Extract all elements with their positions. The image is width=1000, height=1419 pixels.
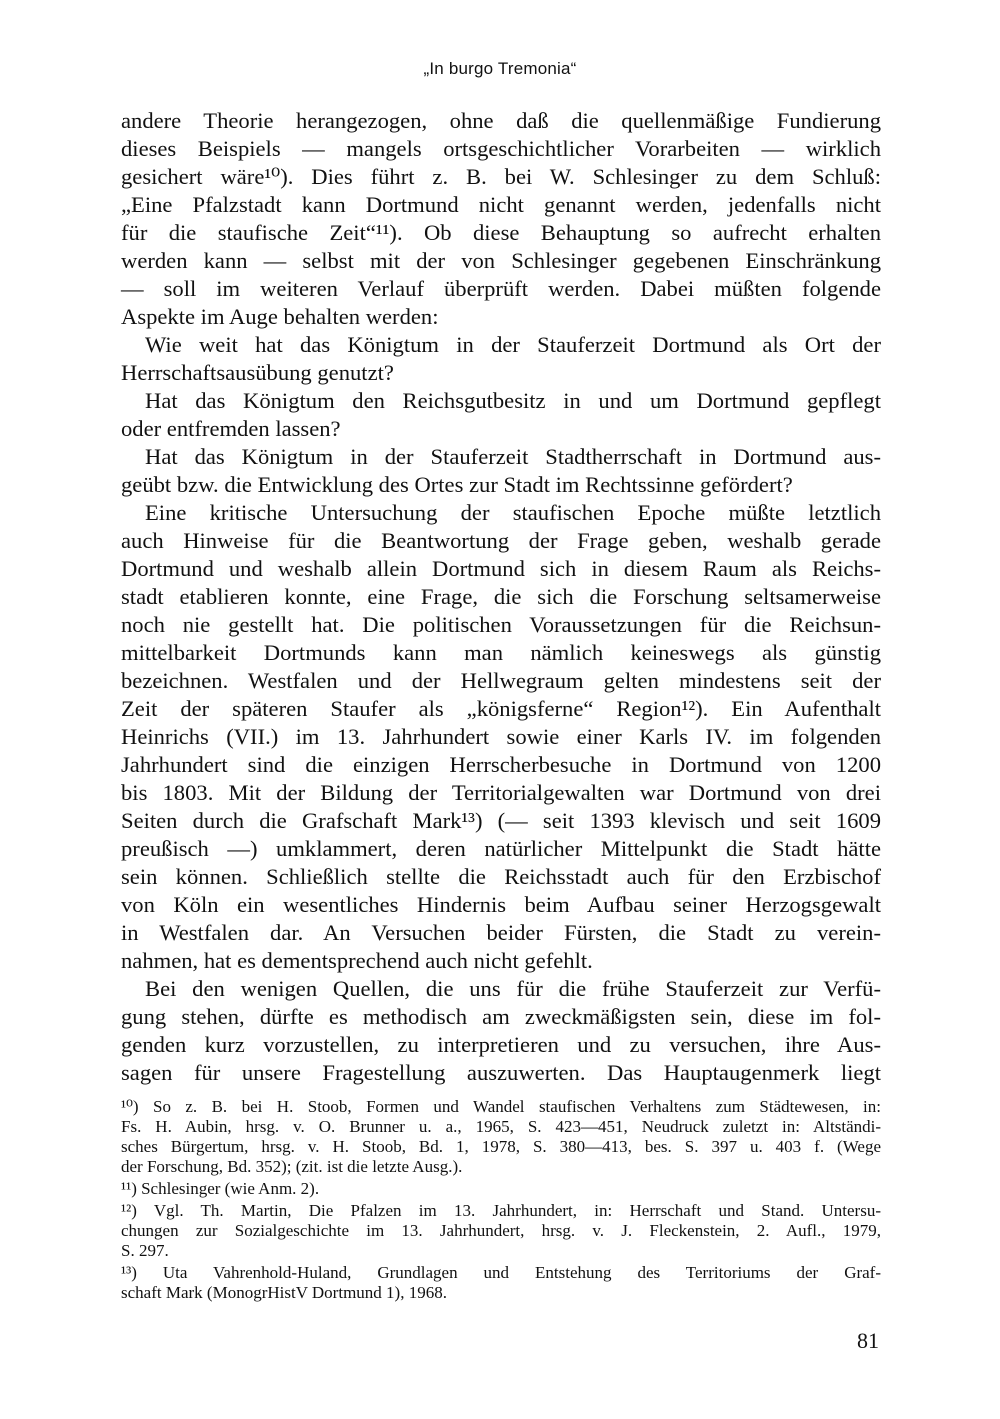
body-line: in Westfalen dar. An Versuchen beider Fürsten, die Stadt zu verein- <box>121 920 881 945</box>
footnote-line: chungen zur Sozialgeschichte im 13. Jahrhundert, hrsg. v. J. Fleckenstein, 2. Aufl., 1979, <box>121 1221 881 1240</box>
body-line: mittelbarkeit Dortmunds kann man nämlich keineswegs als günstig <box>121 640 881 665</box>
body-line: Wie weit hat das Königtum in der Stauferzeit Dortmund als Ort der <box>145 332 881 357</box>
body-line: Zeit der späteren Staufer als „königsferne“ Region¹²). Ein Aufenthalt <box>121 696 881 721</box>
body-line: Bei den wenigen Quellen, die uns für die frühe Stauferzeit zur Verfü- <box>145 976 881 1001</box>
body-line: auch Hinweise für die Beantwortung der Frage geben, weshalb gerade <box>121 528 881 553</box>
footnote-line: der Forschung, Bd. 352); (zit. ist die letzte Ausg.). <box>121 1157 463 1176</box>
body-line: Hat das Königtum in der Stauferzeit Stadtherrschaft in Dortmund aus- <box>145 444 881 469</box>
body-text <box>121 107 881 1087</box>
page-number: 81 <box>857 1328 879 1353</box>
body-line: genden kurz vorzustellen, zu interpretieren und zu versuchen, ihre Aus- <box>121 1032 881 1057</box>
body-line: noch nie gestellt hat. Die politischen Voraussetzungen für die Reichsun- <box>121 612 881 637</box>
footnote-line: ¹¹) Schlesinger (wie Anm. 2). <box>121 1179 320 1198</box>
footnote <box>121 1097 881 1177</box>
body-line: bis 1803. Mit der Bildung der Territorialgewalten war Dortmund von drei <box>121 780 881 805</box>
footnote-line: ¹³) Uta Vahrenhold-Huland, Grundlagen und Entstehung des Territoriums der Graf- <box>121 1263 881 1282</box>
body-line: andere Theorie herangezogen, ohne daß die quellenmäßige Fundierung <box>121 108 881 133</box>
body-line: werden kann — selbst mit der von Schlesinger gegebenen Einschränkung <box>121 248 881 273</box>
body-line: geübt bzw. die Entwicklung des Ortes zur Stadt im Rechtssinne gefördert? <box>121 472 793 497</box>
body-line: dieses Beispiels — mangels ortsgeschichtlicher Vorarbeiten — wirklich <box>121 136 881 161</box>
body-line: Aspekte im Auge behalten werden: <box>121 304 439 329</box>
body-line: gung stehen, dürfte es methodisch am zweckmäßigsten sein, diese im fol- <box>121 1004 881 1029</box>
body-line: Eine kritische Untersuchung der staufischen Epoche müßte letztlich <box>145 500 881 525</box>
body-line: für die staufische Zeit“¹¹). Ob diese Behauptung so aufrecht erhalten <box>121 220 881 245</box>
footnote-line: schaft Mark (MonogrHistV Dortmund 1), 1968. <box>121 1283 447 1302</box>
running-head: „In burgo Tremonia“ <box>423 59 577 78</box>
footnote-line: S. 297. <box>121 1241 169 1260</box>
body-line: bezeichnen. Westfalen und der Hellwegraum gelten mindestens seit der <box>121 668 881 693</box>
footnote-line: ¹²) Vgl. Th. Martin, Die Pfalzen im 13. Jahrhundert, in: Herrschaft und Stand. Untersu- <box>121 1201 881 1220</box>
body-line: — soll im weiteren Verlauf überprüft werden. Dabei müßten folgende <box>121 276 881 301</box>
body-line: oder entfremden lassen? <box>121 416 341 441</box>
body-line: „Eine Pfalzstadt kann Dortmund nicht genannt werden, jedenfalls nicht <box>121 192 881 217</box>
body-line: Heinrichs (VII.) im 13. Jahrhundert sowie einer Karls IV. im folgenden <box>121 724 881 749</box>
body-line: preußisch —) umklammert, deren natürlicher Mittelpunkt die Stadt hätte <box>121 836 881 861</box>
body-line: Dortmund und weshalb allein Dortmund sich in diesem Raum als Reichs- <box>121 556 881 581</box>
body-line: sein können. Schließlich stellte die Reichsstadt auch für den Erzbischof <box>121 864 881 889</box>
body-line: von Köln ein wesentliches Hindernis beim Aufbau seiner Herzogsgewalt <box>121 892 881 917</box>
footnote-line: sches Bürgertum, hrsg. v. H. Stoob, Bd. 1, 1978, S. 380—413, bes. S. 397 u. 403 f. (Wege <box>121 1137 881 1156</box>
footnotes <box>121 1097 881 1305</box>
body-line: stadt etablieren konnte, eine Frage, die sich die Forschung seltsamerweise <box>121 584 881 609</box>
footnote-line: Fs. H. Aubin, hrsg. v. O. Brunner u. a., 1965, S. 423—451, Neudruck zuletzt in: Altständi- <box>121 1117 881 1136</box>
body-line: Jahrhundert sind die einzigen Herrscherbesuche in Dortmund von 1200 <box>121 752 881 777</box>
footnote <box>121 1179 881 1199</box>
body-line: sagen für unsere Fragestellung auszuwerten. Das Hauptaugenmerk liegt <box>121 1060 881 1085</box>
footnote <box>121 1263 881 1303</box>
body-line: Herrschaftsausübung genutzt? <box>121 360 394 385</box>
body-line: gesichert wäre¹⁰). Dies führt z. B. bei W. Schlesinger zu dem Schluß: <box>121 164 881 189</box>
footnote-line: ¹⁰) So z. B. bei H. Stoob, Formen und Wandel staufischen Verhaltens zum Städtewesen, in: <box>121 1097 881 1116</box>
body-line: Seiten durch die Grafschaft Mark¹³) (— seit 1393 klevisch und seit 1609 <box>121 808 881 833</box>
body-line: Hat das Königtum den Reichsgutbesitz in und um Dortmund gepflegt <box>145 388 881 413</box>
body-line: nahmen, hat es dementsprechend auch nicht gefehlt. <box>121 948 593 973</box>
footnote <box>121 1201 881 1261</box>
